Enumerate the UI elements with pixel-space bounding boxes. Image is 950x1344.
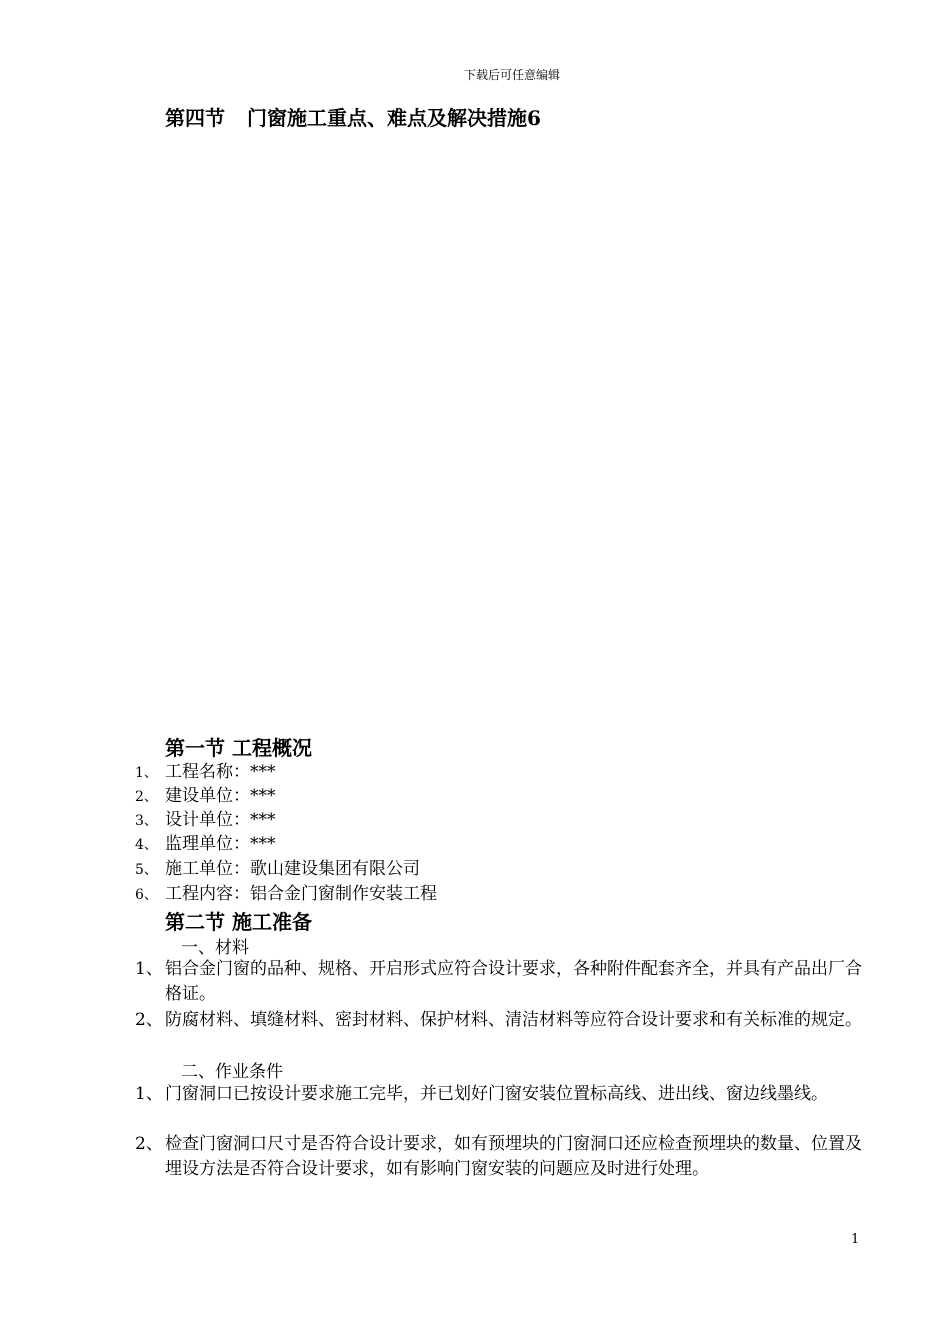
item-number: 5、	[135, 862, 158, 878]
item-text: 工程内容：铝合金门窗制作安装工程	[165, 884, 437, 904]
item-number: 6、	[135, 887, 158, 903]
item-number: 1、	[135, 1084, 163, 1104]
list-item	[135, 784, 276, 810]
list-item	[135, 760, 276, 786]
item-text: 铝合金门窗的品种、规格、开启形式应符合设计要求，各种附件配套齐全，并具有产品出厂合格证。	[165, 959, 862, 1004]
section-heading-preparation: 第二节 施工准备	[165, 910, 312, 934]
item-text: 防腐材料、填缝材料、密封材料、保护材料、清洁材料等应符合设计要求和有关标准的规定。	[165, 1010, 862, 1030]
item-number: 2、	[135, 789, 158, 805]
toc-section: 第四节	[165, 106, 225, 130]
item-text: 检查门窗洞口尺寸是否符合设计要求，如有预埋块的门窗洞口还应检查预埋块的数量、位置及埋设方法是否符合设计要求，如有影响门窗安装的问题应及时进行处理。	[165, 1134, 862, 1179]
item-number: 2、	[135, 1134, 163, 1154]
page-number: 1	[851, 1232, 860, 1247]
item-number: 1、	[135, 959, 163, 979]
item-text: 门窗洞口已按设计要求施工完毕，并已划好门窗安装位置标高线、进出线、窗边线墨线。	[165, 1084, 828, 1104]
item-number: 1、	[135, 765, 158, 781]
paragraph-item	[135, 1008, 875, 1033]
toc-title: 门窗施工重点、难点及解决措施	[247, 106, 527, 130]
item-number: 3、	[135, 813, 158, 829]
list-item	[135, 857, 420, 883]
list-item	[135, 832, 276, 858]
toc-page: 6	[527, 106, 541, 130]
item-text: 施工单位：歌山建设集团有限公司	[165, 859, 420, 879]
paragraph-item	[135, 957, 875, 1007]
item-text: 监理单位：***	[165, 834, 276, 854]
subheading-conditions: 二、作业条件	[181, 1062, 283, 1082]
item-number: 4、	[135, 837, 158, 853]
item-number: 2、	[135, 1010, 163, 1030]
paragraph-item	[135, 1132, 875, 1182]
section-heading-overview: 第一节 工程概况	[165, 736, 312, 760]
item-text: 建设单位：***	[165, 786, 276, 806]
toc-entry[interactable]	[165, 102, 541, 131]
item-text: 设计单位：***	[165, 810, 276, 830]
subheading-materials: 一、材料	[181, 938, 249, 958]
paragraph-item	[135, 1082, 875, 1107]
header-note: 下载后可任意编辑	[463, 68, 560, 82]
item-text: 工程名称：***	[165, 762, 276, 782]
list-item	[135, 808, 276, 834]
list-item	[135, 882, 437, 908]
